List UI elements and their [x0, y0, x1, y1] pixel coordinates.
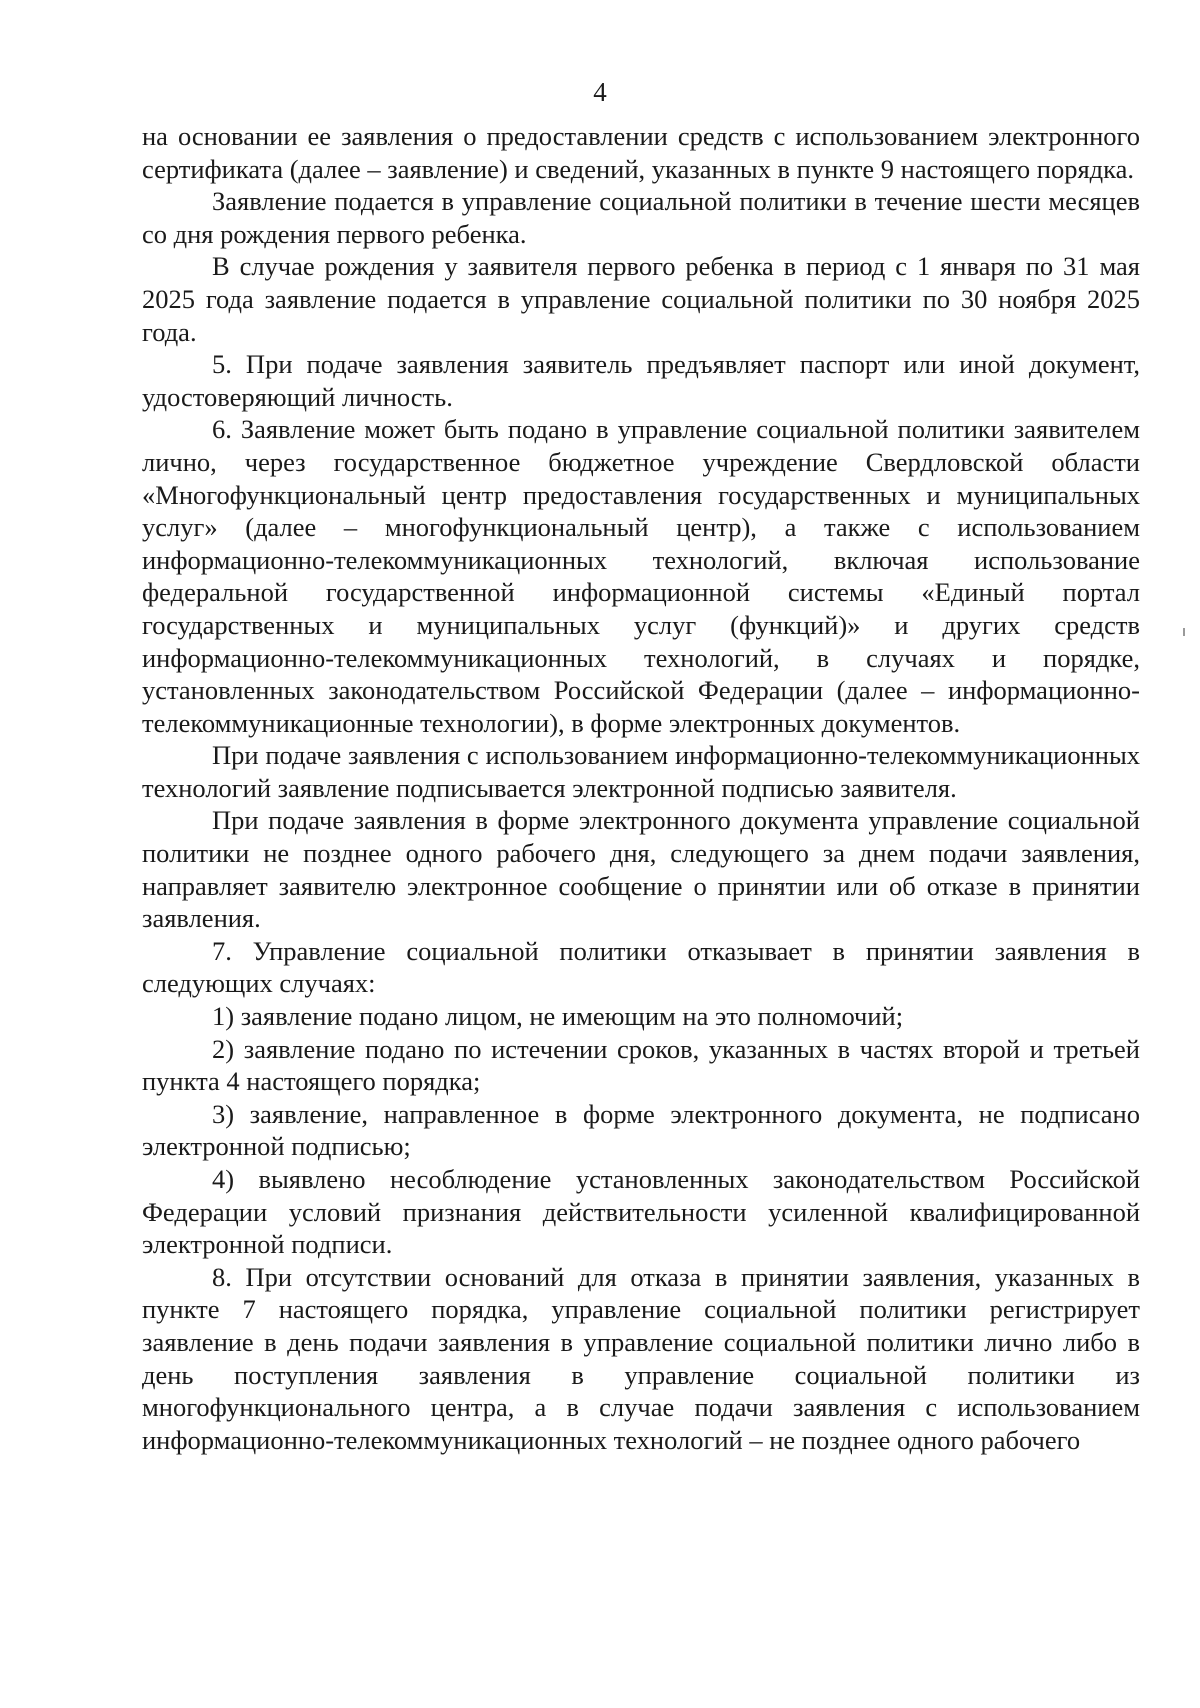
- paragraph-submission-deadline: Заявление подается в управление социальной политики в течение шести месяцев со дня рождения первого ребенка.: [142, 186, 1140, 249]
- paragraph-refusal-reason-3: 3) заявление, направленное в форме электронного документа, не подписано электронной подписью;: [142, 1098, 1140, 1162]
- paragraph-refusal-reason-1: 1) заявление подано лицом, не имеющим на это полномочий;: [212, 1001, 904, 1032]
- scan-artifact-mark: [1183, 628, 1185, 636]
- paragraph-item-7: 7. Управление социальной политики отказывает в принятии заявления в следующих случаях:: [142, 935, 1140, 999]
- paragraph-refusal-reason-4: 4) выявлено несоблюдение установленных законодательством Российской Федерации условий признания действительности усиленной квалифицированной электронной подписи.: [142, 1164, 1140, 1260]
- paragraph-item-6: 6. Заявление может быть подано в управление социальной политики заявителем лично, через государственное бюджетное учреждение Свердловской области «Многофункциональный центр предоставления государственных и муниципальных услуг» (далее – многофункциональный центр), а также с использованием информационно-телекоммуникационных технологий, включая использование федеральной государственной информационной системы «Единый портал государственных и муниципальных услуг (функций)» и других средств информационно-телекоммуникационных технологий, в случаях и порядке, установленных законодательством Российской Федерации (далее – информационно-телекоммуникационные технологии), в форме электронных документов.: [142, 414, 1140, 738]
- paragraph-item-8: 8. При отсутствии оснований для отказа в принятии заявления, указанных в пункте 7 настоящего порядка, управление социальной политики регистрирует заявление в день подачи заявления в управление социальной политики лично либо в день поступления заявления в управление социальной политики из многофункционального центра, а в случае подачи заявления с использованием информационно-телекоммуникационных технологий – не позднее одного рабочего: [142, 1261, 1140, 1455]
- paragraph-electronic-notification: При подаче заявления в форме электронного документа управление социальной политики не позднее одного рабочего дня, следующего за днем подачи заявления, направляет заявителю электронное сообщение о принятии или об отказе в принятии заявления.: [142, 805, 1140, 934]
- paragraph-refusal-reason-2: 2) заявление подано по истечении сроков, указанных в частях второй и третьей пункта 4 настоящего порядка;: [142, 1033, 1140, 1097]
- paragraph-item-5: 5. При подаче заявления заявитель предъявляет паспорт или иной документ, удостоверяющий личность.: [142, 349, 1140, 412]
- document-body: [142, 120, 1140, 1456]
- paragraph-intro-continuation: на основании ее заявления о предоставлении средств с использованием электронного сертификата (далее – заявление) и сведений, указанных в пункте 9 настоящего порядка.: [142, 121, 1140, 184]
- paragraph-electronic-signature: При подаче заявления с использованием информационно-телекоммуникационных технологий заявление подписывается электронной подписью заявителя.: [142, 740, 1140, 803]
- paragraph-2025-exception: В случае рождения у заявителя первого ребенка в период с 1 января по 31 мая 2025 года заявление подается в управление социальной политики по 30 ноября 2025 года.: [142, 251, 1140, 347]
- page-number: 4: [593, 77, 607, 107]
